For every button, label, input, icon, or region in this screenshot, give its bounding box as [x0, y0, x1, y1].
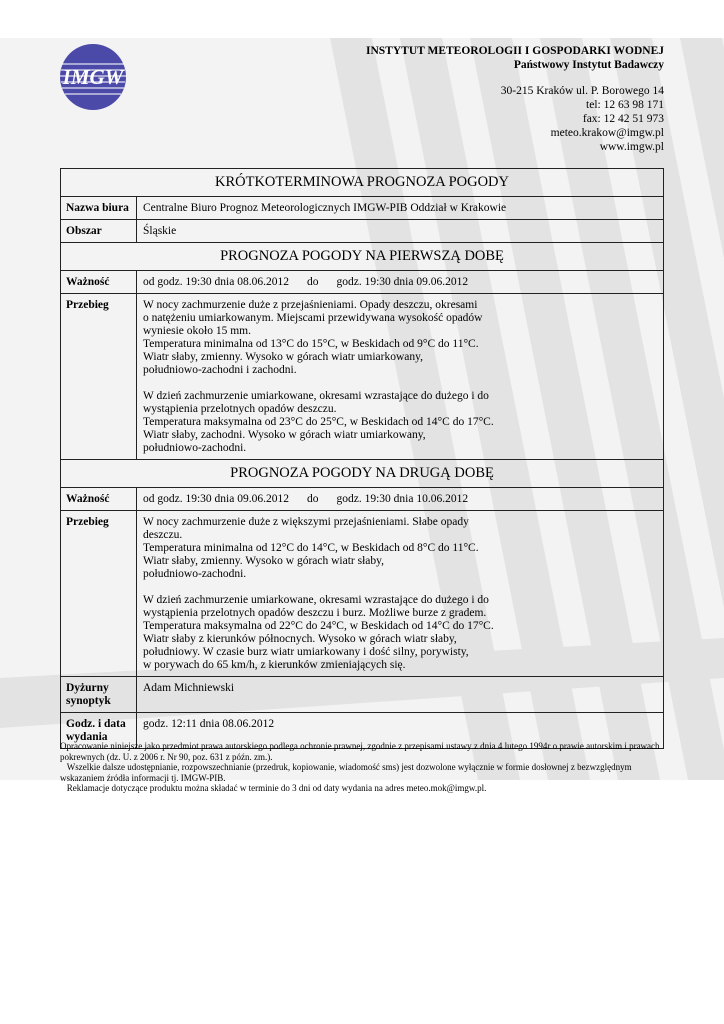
forecaster-row — [61, 677, 663, 713]
logo-lettering: IMGW — [62, 65, 124, 89]
day2-course-label: Przebieg — [61, 511, 137, 676]
day2-course-text — [137, 511, 663, 676]
day2-valid-from: od godz. 19:30 dnia 09.06.2012 — [143, 493, 289, 505]
distribution-text: Wszelkie dalsze udostępnianie, rozpowszechnianie (przedruk, kopiowanie, wiadomość sms) jest dozwolone wyłącznie w formie dosłownej z bezwzględnym wskazaniem źródła informacji tj. IMGW-PIB. — [60, 762, 632, 783]
contact-block — [501, 84, 664, 154]
day1-valid-from: od godz. 19:30 dnia 08.06.2012 — [143, 276, 289, 288]
copyright-notice: Opracowanie niniejsze jako przedmiot prawa autorskiego podlega ochronie prawnej, zgodnie z przepisami ustawy z dnia 4 lutego 1994r o prawie autorskim i prawach pokrewnych (dz. U. z 2006 r. Nr 90, poz. 631 z późn. zm.). — [60, 741, 660, 762]
day2-validity-label: Ważność — [61, 488, 137, 510]
day2-validity-row — [61, 488, 663, 511]
forecaster-name: Adam Michniewski — [143, 682, 235, 694]
day1-course-label: Przebieg — [61, 294, 137, 459]
day1-validity-value — [137, 271, 663, 293]
day2-valid-to-word: do — [306, 493, 319, 505]
distribution-notice — [60, 762, 670, 783]
day2-course-row — [61, 511, 663, 677]
issued-label: Godz. i data wydania — [61, 713, 137, 748]
office-value: Centralne Biuro Prognoz Meteorologicznych IMGW-PIB Oddział w Krakowie — [143, 202, 507, 214]
office-label: Nazwa biura — [61, 197, 137, 219]
phone: tel: 12 63 98 171 — [586, 99, 664, 111]
legal-footer — [60, 741, 670, 794]
day1-course-row — [61, 294, 663, 460]
day1-validity-label: Ważność — [61, 271, 137, 293]
day1-valid-to-word: do — [306, 276, 319, 288]
institute-header — [366, 44, 664, 72]
website-link[interactable]: www.imgw.pl — [599, 141, 664, 153]
day1-course-text — [137, 294, 663, 459]
forecast-title: KRÓTKOTERMINOWA PROGNOZA POGODY — [61, 169, 663, 197]
institute-name: INSTYTUT METEOROLOGII I GOSPODARKI WODNEJ — [366, 45, 664, 57]
issued-value: godz. 12:11 dnia 08.06.2012 — [143, 718, 275, 730]
office-row — [61, 197, 663, 220]
imgw-logo — [58, 42, 128, 112]
day1-day-forecast: W dzień zachmurzenie umiarkowane, okresami wzrastające do dużego i do wystąpienia przelotnych opadów deszczu. Temperatura maksymalna od 23°C do 25°C, w Beskidach od 14°C do 17°C. Wiatr słaby, zachodni. Wysoko w górach wiatr umiarkowany, południowo-zachodni. — [143, 390, 494, 454]
forecast-table — [60, 168, 664, 749]
day2-day-forecast: W dzień zachmurzenie umiarkowane, okresami wzrastające do dużego i do wystąpienia przelotnych opadów deszczu i burz. Możliwe burze z gradem. Temperatura maksymalna od 22°C do 24°C, w Beskidach od 14°C do 17°C. Wiatr słaby z kierunków północnych. Wysoko w górach wiatr słaby, południowy. W czasie burz wiatr umiarkowany i dość silny, porywisty, w porywach do 65 km/h, z kierunków zmieniających się. — [143, 594, 494, 671]
day1-title: PROGNOZA POGODY NA PIERWSZĄ DOBĘ — [61, 243, 663, 271]
day1-validity-row — [61, 271, 663, 294]
complaints-notice — [60, 783, 670, 794]
institute-subtitle: Państwowy Instytut Badawczy — [513, 59, 664, 71]
area-row — [61, 220, 663, 243]
fax: fax: 12 42 51 973 — [582, 113, 664, 125]
area-label: Obszar — [61, 220, 137, 242]
complaints-text: Reklamacje dotyczące produktu można składać w terminie do 3 dni od daty wydania na adres meteo.mok@imgw.pl. — [66, 783, 487, 793]
day2-title: PROGNOZA POGODY NA DRUGĄ DOBĘ — [61, 460, 663, 488]
day2-night-forecast: W nocy zachmurzenie duże z większymi przejaśnieniami. Słabe opady deszczu. Temperatura minimalna od 12°C do 14°C, w Beskidach od 8°C do 11°C. Wiatr słaby, zmienny. Wysoko w górach wiatr słaby, południowo-zachodni. — [143, 516, 479, 580]
day2-validity-value — [137, 488, 663, 510]
day2-valid-to: godz. 19:30 dnia 10.06.2012 — [336, 493, 469, 505]
address: 30-215 Kraków ul. P. Borowego 14 — [500, 85, 664, 97]
day1-valid-to: godz. 19:30 dnia 09.06.2012 — [336, 276, 469, 288]
forecaster-label: Dyżurny synoptyk — [61, 677, 137, 712]
email-link[interactable]: meteo.krakow@imgw.pl — [550, 127, 664, 139]
area-value: Śląskie — [143, 225, 177, 237]
day1-night-forecast: W nocy zachmurzenie duże z przejaśnieniami. Opady deszczu, okresami o natężeniu umiarkowanym. Miejscami przewidywana wysokość opadów wyniesie około 15 mm. Temperatura minimalna od 13°C do 15°C, w Beskidach od 9°C do 11°C. Wiatr słaby, zmienny. Wysoko w górach wiatr umiarkowany, południowo-zachodni i zachodni. — [143, 299, 483, 376]
